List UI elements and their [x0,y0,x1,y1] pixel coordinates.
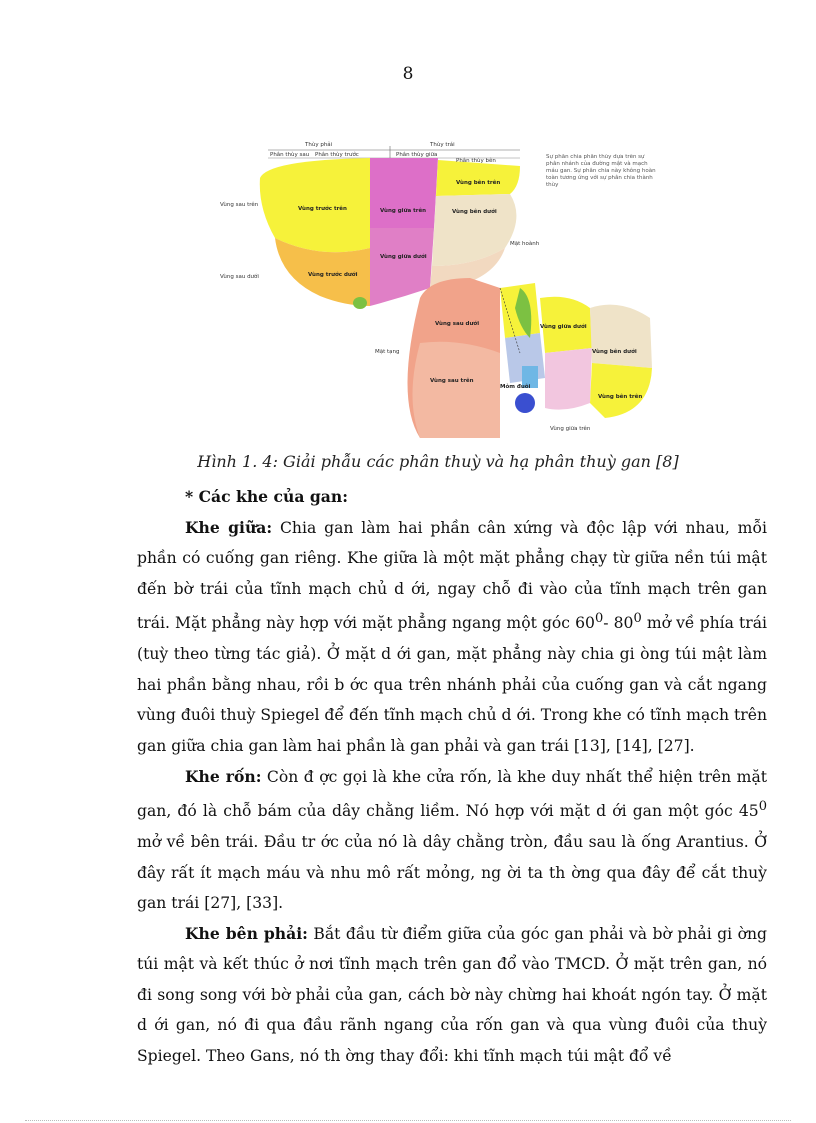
label-vung-sau-duoi: Vùng sau dưới [220,274,259,280]
label-mat-tang: Mặt tạng [375,349,400,355]
label-mom-duoi: Mỏm đuôi [500,384,531,390]
label-mat-hoanh: Mặt hoành [510,241,540,247]
superscript: 0 [594,611,604,627]
paragraph-text: Bắt đầu từ điểm giữa của góc gan phải và bờ phải gi ờng túi mật và kết thúc ở nơi tĩnh mạch trên gan đổ vào TMCD. Ở mặt trên gan, nó đi song song với bờ phải của gan, cách bờ này chừng hai khoát ngón tay. Ở mặt d ới gan, nó đi qua đầu rãnh ngang của rốn gan và qua vùng đuôi của thuỳ Spiegel. Theo Gans, nó th ờng thay đổi: khi tĩnh mạch túi mật đổ về [137,924,767,1066]
paragraph-khe-ben-phai [137,919,767,1072]
label-vung-giua-tren: Vùng giữa trên [380,208,427,214]
figure-caption: Hình 1. 4: Giải phẫu các phân thuỳ và hạ phân thuỳ gan [8] [197,452,679,471]
label-thuy-phai: Thùy phải [305,142,333,148]
body-text [137,482,767,1072]
paragraph-khe-giua [137,513,767,762]
label-vung-truoc-tren: Vùng trước trên [298,206,347,212]
label-vung-sau-tren: Vùng sau trên [220,202,259,208]
page-bottom-border [25,1120,791,1121]
paragraph-text: - 80 [603,614,634,633]
paragraph-heading: Khe giữa: [185,517,273,537]
figure-note: Sự phân chia phân thùy dựa trên sự phân nhánh của đường mật và mạch máu gan. Sự phân chia này không hoàn toàn tương ứng với sự phân chia thành thùy [546,154,656,188]
label-thuy-trai: Thùy trái [430,142,455,148]
paragraph-text: mở về bên trái. Đầu tr ớc của nó là dây chằng tròn, đầu sau là ống Arantius. Ở đây rất ít mạch máu và nhu mô rất mỏng, ng ời ta th ờng qua đây để cắt thuỳ gan trái [27], [33]. [137,832,767,913]
diaphragmatic-surface [220,141,540,309]
label-vung-giua-duoi-2: Vùng giữa dưới [540,324,587,330]
label-phan-thuy-giua: Phân thùy giữa [396,152,438,158]
paragraph-heading: Khe bên phải: [185,923,308,943]
paragraph-heading: Khe rốn: [185,766,262,786]
label-vung-ben-duoi-2: Vùng bên dưới [592,349,637,355]
label-vung-giua-tren-2: Vùng giữa trên [550,426,591,432]
liver-illustration [220,138,660,438]
label-vung-sau-tren-2: Vùng sau trên [430,378,474,384]
label-vung-ben-tren-2: Vùng bên trên [598,394,643,400]
liver-segments-figure [220,138,660,438]
label-vung-sau-duoi-2: Vùng sau dưới [435,321,480,327]
label-phan-thuy-sau: Phân thùy sau [270,152,310,158]
label-vung-truoc-duoi: Vùng trước dưới [308,272,358,278]
label-phan-thuy-truoc: Phân thùy trước [315,152,359,158]
label-vung-giua-duoi: Vùng giữa dưới [380,254,427,260]
superscript: 0 [633,611,642,627]
label-phan-thuy-ben: Phân thùy bên [456,158,496,164]
section-title: * Các khe của gan: [185,487,348,506]
label-vung-ben-tren: Vùng bên trên [456,180,501,186]
paragraph-text: mở về phía trái (tuỳ theo từng tác giả). Ở mặt d ới gan, mặt phẳng này chia gi òng túi mật làm hai phần bằng nhau, rồi b ớc qua trên nhánh phải của cuống gan và cắt ngang vùng đuôi thuỳ Spiegel để đến tĩnh mạch chủ d ới. Trong khe có tĩnh mạch trên gan giữa chia gan làm hai phần là gan phải và gan trái [13], [14], [27]. [137,614,767,755]
visceral-surface [375,278,652,438]
paragraph-text: Chia gan làm hai phần cân xứng và độc lập với nhau, mỗi phần có cuống gan riêng. Khe giữa là một mặt phẳng chạy từ giữa nền túi mật đến bờ trái của tĩnh mạch chủ d ới, ngay chỗ đi vào của tĩnh mạch trên gan trái. Mặt phẳng này hợp với mặt phẳng ngang một góc 60 [137,518,767,633]
paragraph-text: Còn đ ợc gọi là khe cửa rốn, là khe duy nhất thể hiện trên mặt gan, đó là chỗ bám của dây chằng liềm. Nó hợp với mặt d ới gan một góc 45 [137,767,768,821]
page-number: 8 [402,64,414,84]
label-vung-ben-duoi: Vùng bên dưới [452,209,497,215]
paragraph-khe-ron [137,762,767,919]
superscript: 0 [758,799,767,815]
